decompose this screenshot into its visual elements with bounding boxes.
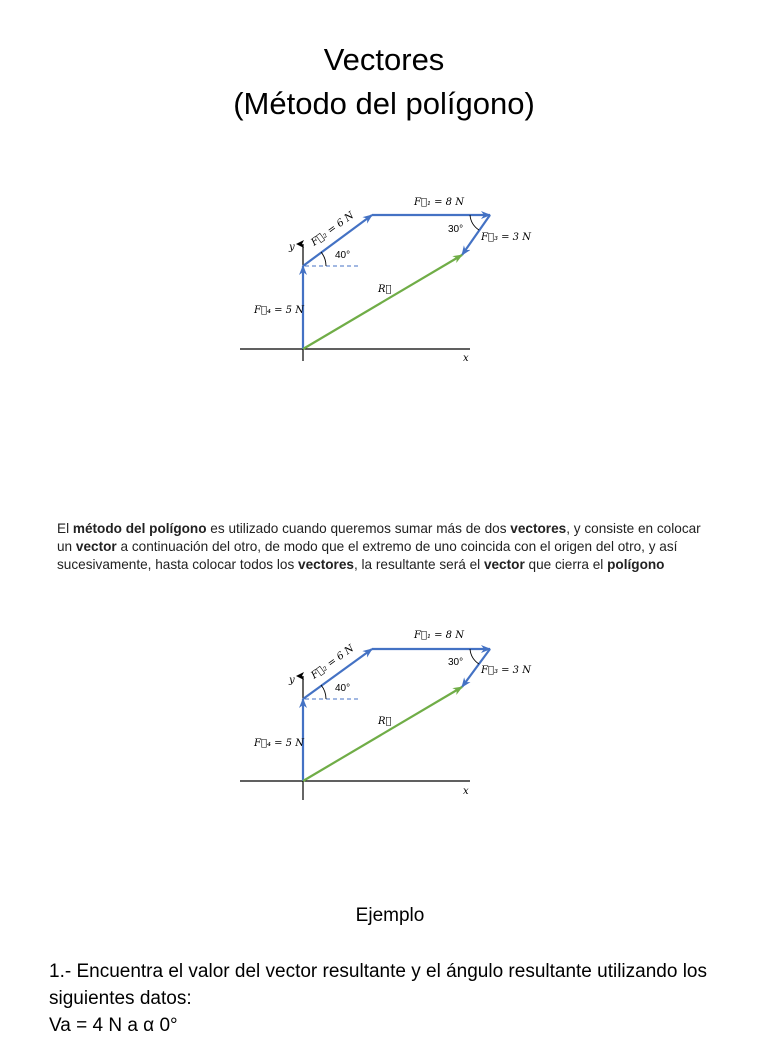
problem-data-line: Va = 4 N a α 0° xyxy=(49,1015,178,1036)
page-subtitle: (Método del polígono) xyxy=(233,86,535,121)
label-resultant: R⃗ xyxy=(378,284,392,295)
label-angle-40: 40° xyxy=(335,683,351,694)
paragraph-text: El xyxy=(57,521,73,536)
paragraph-text: , y consiste en colocar un xyxy=(57,521,701,554)
label-f3: F⃗₃ = 3 N xyxy=(481,232,531,243)
label-y-axis: y xyxy=(289,675,295,686)
label-f4: F⃗₄ = 5 N xyxy=(254,305,304,316)
label-angle-30: 30° xyxy=(448,224,464,235)
paragraph-text: que cierra el xyxy=(524,557,608,572)
paragraph-text: es utilizado cuando queremos sumar más de dos xyxy=(206,521,511,536)
paragraph-bold: método del polígono xyxy=(72,521,207,536)
paragraph-bold: vectores xyxy=(298,557,354,572)
label-f3: F⃗₃ = 3 N xyxy=(481,665,531,676)
label-angle-30: 30° xyxy=(448,657,464,668)
problem-statement: 1.- Encuentra el valor del vector resultante y el ángulo resultante utilizando los siguientes datos: xyxy=(49,961,707,1009)
angle-arc-40 xyxy=(321,685,326,699)
paragraph-bold: vectores xyxy=(510,521,567,536)
page-title: Vectores xyxy=(323,42,445,77)
label-f1: F⃗₁ = 8 N xyxy=(414,197,464,208)
paragraph-bold: vector xyxy=(75,539,117,554)
label-y-axis: y xyxy=(289,242,295,253)
paragraph-bold: polígono xyxy=(607,557,665,572)
label-angle-40: 40° xyxy=(335,250,351,261)
example-heading: Ejemplo xyxy=(355,905,425,926)
label-f4: F⃗₄ = 5 N xyxy=(254,738,304,749)
paragraph-text: , la resultante será el xyxy=(353,557,484,572)
label-f2: F⃗₂ = 6 N xyxy=(309,643,357,682)
label-f2: F⃗₂ = 6 N xyxy=(309,210,357,249)
label-f1: F⃗₁ = 8 N xyxy=(414,630,464,641)
label-x-axis: x xyxy=(463,786,469,797)
paragraph-bold: vector xyxy=(483,557,525,572)
label-resultant: R⃗ xyxy=(378,716,392,727)
angle-arc-30 xyxy=(470,649,479,664)
label-x-axis: x xyxy=(463,353,469,364)
vector-resultant xyxy=(303,687,462,781)
paragraph-text: a continuación del otro, de modo que el extremo de uno coincida con el origen del otro, y así sucesivamente, hasta colocar todos los xyxy=(57,539,678,572)
